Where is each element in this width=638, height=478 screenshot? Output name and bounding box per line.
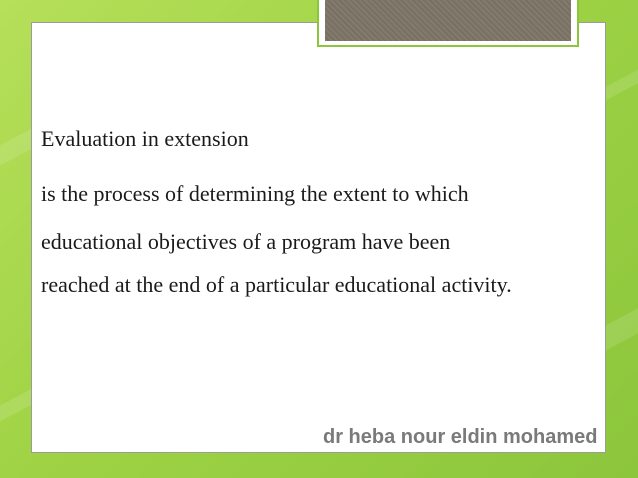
title-placeholder-box bbox=[325, 0, 571, 41]
body-line: reached at the end of a particular educational activity. bbox=[41, 272, 512, 297]
body-line: educational objectives of a program have been bbox=[41, 229, 451, 254]
slide-heading: Evaluation in extension bbox=[41, 126, 249, 151]
body-line: is the process of determining the extent to which bbox=[41, 181, 469, 206]
author-credit: dr heba nour eldin mohamed bbox=[323, 426, 598, 448]
